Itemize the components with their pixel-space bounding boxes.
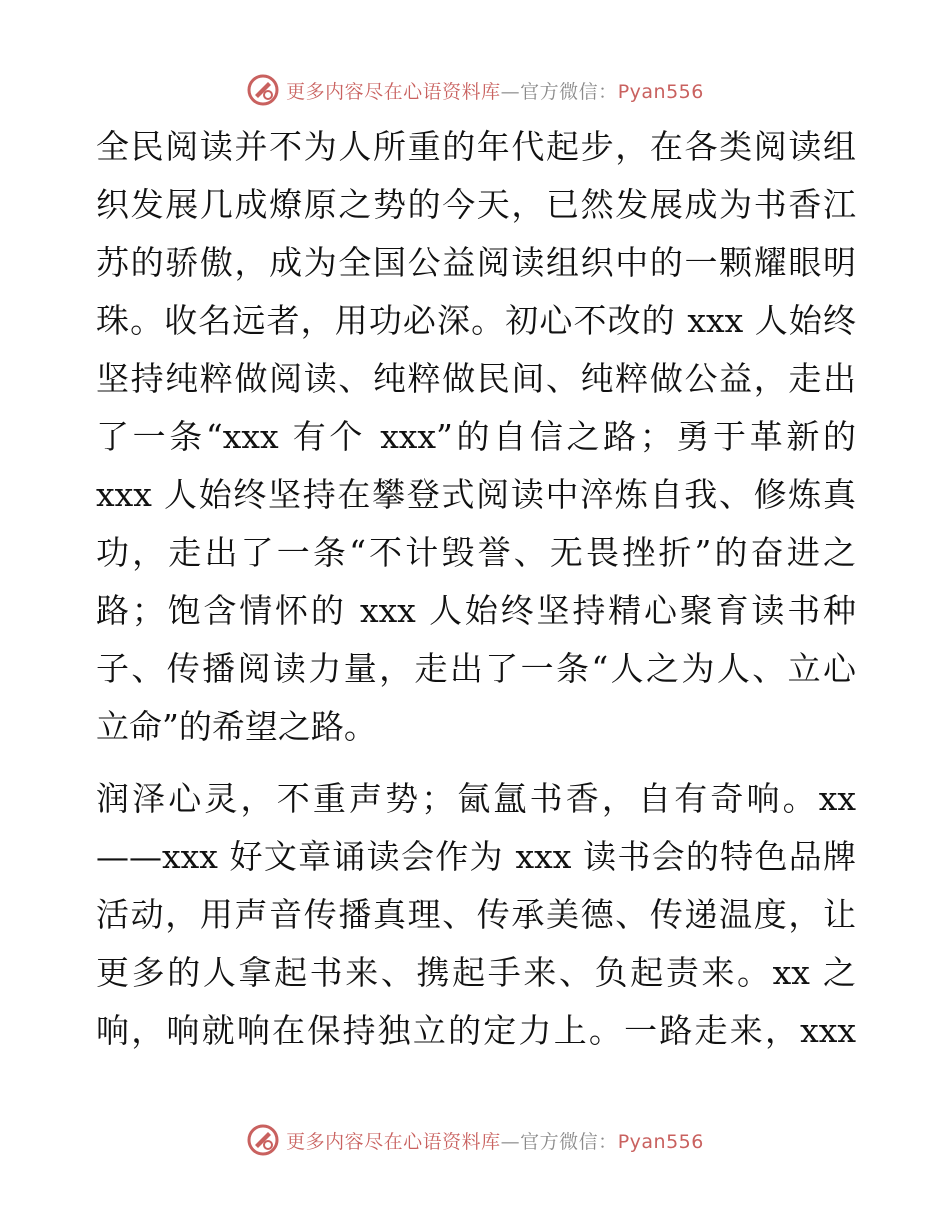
text-line: 子、传播阅读力量，走出了一条“人之为人、立心: [96, 649, 856, 688]
text-line: 了一条“xxx 有个 xxx”的自信之路；勇于革新的: [96, 417, 856, 456]
paragraph-1: [96, 118, 856, 756]
text-line: xxx 人始终坚持在攀登式阅读中淬炼自我、修炼真: [96, 475, 856, 514]
text-line: 织发展几成燎原之势的今天，已然发展成为书香江: [96, 185, 856, 224]
text-line: 功，走出了一条“不计毁誉、无畏挫折”的奋进之: [96, 533, 856, 572]
text-line: 响，响就响在保持独立的定力上。一路走来，xxx: [96, 1011, 856, 1050]
text-line: ——xxx 好文章诵读会作为 xxx 读书会的特色品牌: [96, 837, 856, 876]
text-line: 路；饱含情怀的 xxx 人始终坚持精心聚育读书种: [96, 591, 856, 630]
text-line: 全民阅读并不为人所重的年代起步，在各类阅读组: [96, 127, 856, 166]
paragraph-2: [96, 770, 856, 1060]
watermark-text: 更多内容尽在心语资料库—官方微信：Pyan556: [286, 1130, 704, 1153]
header-watermark: [0, 70, 950, 110]
text-line: 活动，用声音传播真理、传承美德、传递温度，让: [96, 895, 856, 934]
document-body: [96, 118, 856, 1060]
text-line: 坚持纯粹做阅读、纯粹做民间、纯粹做公益，走出: [96, 359, 856, 398]
text-line: 苏的骄傲，成为全国公益阅读组织中的一颗耀眼明: [96, 243, 856, 282]
text-line: 更多的人拿起书来、携起手来、负起责来。xx 之: [96, 953, 856, 992]
footer-watermark: [0, 1120, 950, 1160]
brand-logo-icon: [246, 1123, 280, 1157]
watermark-text: 更多内容尽在心语资料库—官方微信：Pyan556: [286, 80, 704, 103]
text-line: 珠。收名远者，用功必深。初心不改的 xxx 人始终: [96, 301, 856, 340]
text-line: 润泽心灵，不重声势；氤氲书香，自有奇响。xx: [96, 779, 856, 818]
brand-logo-icon: [246, 73, 280, 107]
text-line: 立命”的希望之路。: [96, 707, 377, 746]
